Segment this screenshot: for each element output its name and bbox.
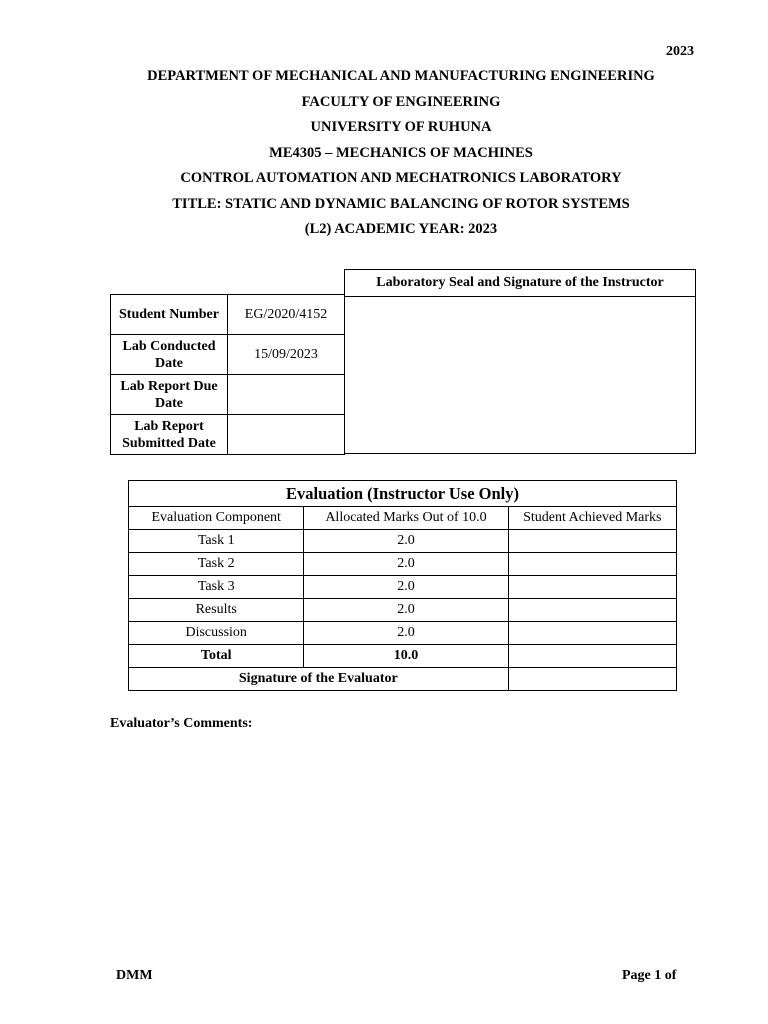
- total-allocated: 10.0: [304, 645, 508, 668]
- evaluation-table: [128, 480, 677, 691]
- total-row: [129, 645, 677, 668]
- allocated-cell: 2.0: [304, 622, 508, 645]
- total-label: Total: [129, 645, 304, 668]
- student-info-table: [110, 294, 345, 455]
- table-row: [129, 622, 677, 645]
- table-row: [111, 375, 345, 415]
- evaluation-header-row: [129, 507, 677, 530]
- faculty-name: FACULTY OF ENGINEERING: [301, 93, 501, 110]
- footer-left-text: DMM: [116, 968, 153, 983]
- table-row: [111, 415, 345, 455]
- table-row: [129, 576, 677, 599]
- student-number-label: Student Number: [111, 295, 228, 335]
- seal-signature-box: [344, 269, 696, 454]
- table-row: [129, 599, 677, 622]
- header-evaluation-component: Evaluation Component: [129, 507, 304, 530]
- evaluator-comments-label: Evaluator’s Comments:: [110, 716, 253, 731]
- achieved-cell: [508, 576, 676, 599]
- lab-report-submitted-date-value: [228, 415, 345, 455]
- experiment-title: TITLE: STATIC AND DYNAMIC BALANCING OF ROTOR SYSTEMS: [172, 195, 630, 212]
- achieved-cell: [508, 622, 676, 645]
- achieved-cell: [508, 599, 676, 622]
- university-name: UNIVERSITY OF RUHUNA: [310, 119, 492, 135]
- allocated-cell: 2.0: [304, 553, 508, 576]
- allocated-cell: 2.0: [304, 530, 508, 553]
- total-achieved: [508, 645, 676, 668]
- component-cell: Results: [129, 599, 304, 622]
- component-cell: Task 3: [129, 576, 304, 599]
- seal-box-title: Laboratory Seal and Signature of the Instructor: [345, 270, 695, 297]
- laboratory-name: CONTROL AUTOMATION AND MECHATRONICS LABORATORY: [180, 170, 622, 186]
- department-name: DEPARTMENT OF MECHANICAL AND MANUFACTURING ENGINEERING: [147, 68, 655, 84]
- lab-report-due-date-value: [228, 375, 345, 415]
- table-row: [111, 295, 345, 335]
- student-number-value: EG/2020/4152: [228, 295, 345, 335]
- table-row: [111, 335, 345, 375]
- lab-conducted-date-value: 15/09/2023: [228, 335, 345, 375]
- signature-row: [129, 668, 677, 691]
- header-student-achieved-marks: Student Achieved Marks: [508, 507, 676, 530]
- header-allocated-marks: Allocated Marks Out of 10.0: [304, 507, 508, 530]
- course-title: ME4305 – MECHANICS OF MACHINES: [269, 144, 533, 161]
- document-header: [0, 66, 768, 245]
- academic-year: (L2) ACADEMIC YEAR: 2023: [304, 221, 498, 237]
- achieved-cell: [508, 553, 676, 576]
- evaluation-title-row: [129, 481, 677, 507]
- evaluation-title: Evaluation (Instructor Use Only): [129, 481, 677, 507]
- achieved-cell: [508, 530, 676, 553]
- lab-report-submitted-date-label: Lab Report Submitted Date: [111, 415, 228, 455]
- evaluator-signature-cell: [508, 668, 676, 691]
- footer-page-number: Page 1 of: [622, 968, 677, 983]
- lab-report-due-date-label: Lab Report Due Date: [111, 375, 228, 415]
- document-year: 2023: [666, 44, 694, 59]
- component-cell: Task 2: [129, 553, 304, 576]
- component-cell: Discussion: [129, 622, 304, 645]
- allocated-cell: 2.0: [304, 576, 508, 599]
- table-row: [129, 553, 677, 576]
- evaluator-signature-label: Signature of the Evaluator: [129, 668, 509, 691]
- component-cell: Task 1: [129, 530, 304, 553]
- table-row: [129, 530, 677, 553]
- allocated-cell: 2.0: [304, 599, 508, 622]
- lab-conducted-date-label: Lab Conducted Date: [111, 335, 228, 375]
